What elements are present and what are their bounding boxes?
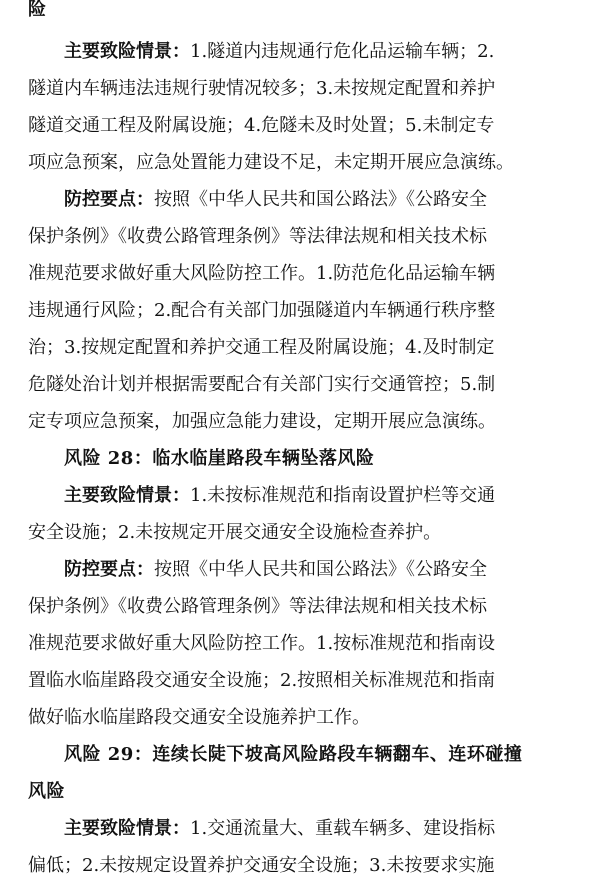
bold-label: 防控要点： — [64, 559, 154, 580]
bold-label: 主要致险情景： — [64, 41, 190, 62]
bold-label: 防控要点： — [64, 189, 154, 210]
paragraph-line: 隧道交通工程及附属设施；4.危隧未及时处置；5.未制定专 — [28, 115, 495, 136]
heading-continuation: 险 — [28, 0, 46, 20]
paragraph-line: 准规范要求做好重大风险防控工作。1.防范危化品运输车辆 — [28, 263, 496, 284]
paragraph-line: 隧道内车辆违法违规行驶情况较多；3.未按规定配置和养护 — [28, 78, 496, 99]
paragraph-line: 治；3.按规定配置和养护交通工程及附属设施；4.及时制定 — [28, 337, 495, 358]
section-heading: 风险 29：连续长陡下坡高风险路段车辆翻车、连环碰撞 — [64, 744, 523, 765]
paragraph-line: 安全设施；2.未按规定开展交通安全设施检查养护。 — [28, 522, 442, 543]
bold-label: 主要致险情景： — [64, 485, 190, 506]
paragraph-line: 违规通行风险；2.配合有关部门加强隧道内车辆通行秩序整 — [28, 300, 496, 321]
paragraph-line: 防控要点：按照《中华人民共和国公路法》《公路安全 — [64, 189, 487, 210]
paragraph-line: 项应急预案，应急处置能力建设不足，未定期开展应急演练。 — [28, 152, 514, 173]
paragraph-line: 偏低；2.未按规定设置养护交通安全设施；3.未按要求实施 — [28, 855, 495, 876]
bold-label: 主要致险情景： — [64, 818, 190, 839]
paragraph-line: 保护条例》《收费公路管理条例》等法律法规和相关技术标 — [28, 596, 487, 617]
paragraph-line: 危隧处治计划并根据需要配合有关部门实行交通管控；5.制 — [28, 374, 496, 395]
paragraph-line: 保护条例》《收费公路管理条例》等法律法规和相关技术标 — [28, 226, 487, 247]
paragraph-line: 准规范要求做好重大风险防控工作。1.按标准规范和指南设 — [28, 633, 496, 654]
paragraph-line: 做好临水临崖路段交通安全设施养护工作。 — [28, 707, 370, 728]
paragraph-line: 主要致险情景：1.隧道内违规通行危化品运输车辆；2. — [64, 41, 495, 62]
paragraph-line: 定专项应急预案，加强应急能力建设，定期开展应急演练。 — [28, 411, 496, 432]
section-heading: 风险 28：临水临崖路段车辆坠落风险 — [64, 448, 375, 469]
paragraph-line: 主要致险情景：1.未按标准规范和指南设置护栏等交通 — [64, 485, 496, 506]
paragraph-line: 置临水临崖路段交通安全设施；2.按照相关标准规范和指南 — [28, 670, 496, 691]
section-heading-continuation: 风险 — [28, 781, 65, 802]
paragraph-line: 防控要点：按照《中华人民共和国公路法》《公路安全 — [64, 559, 487, 580]
paragraph-line: 主要致险情景：1.交通流量大、重载车辆多、建设指标 — [64, 818, 496, 839]
